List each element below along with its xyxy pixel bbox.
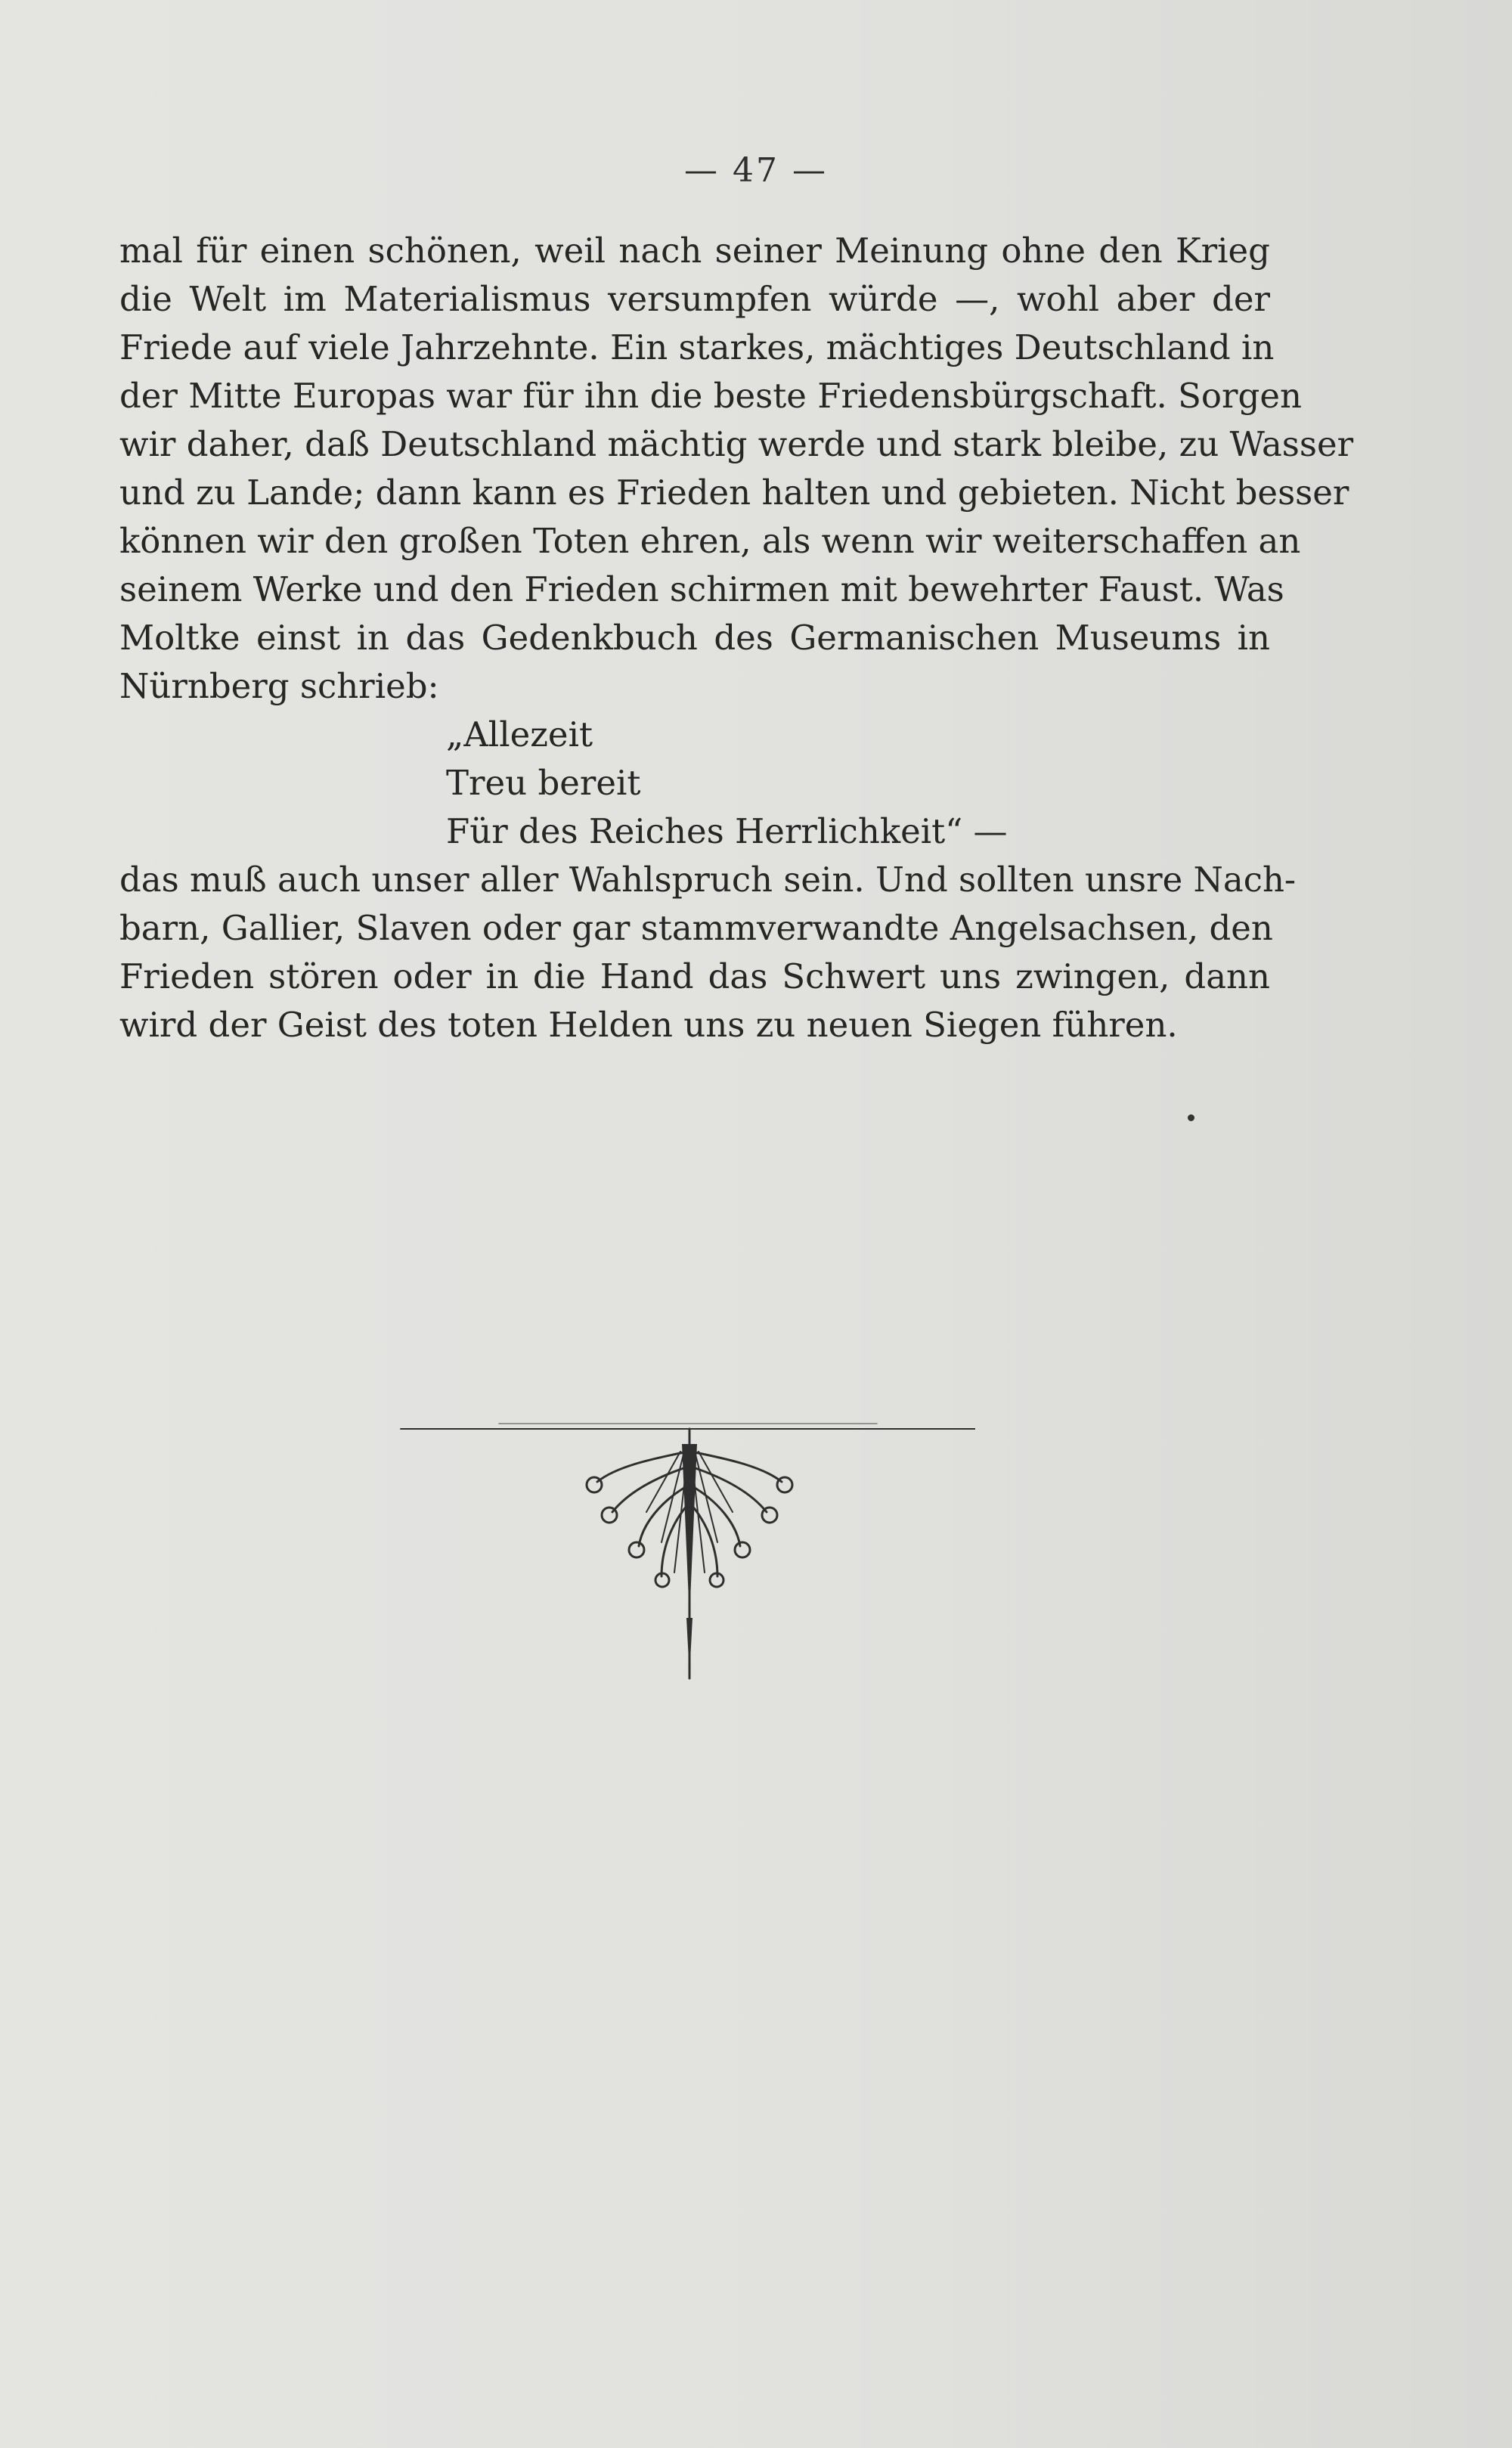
text-line: seinem Werke und den Frieden schirmen mit bewehrter Faust. Was: [119, 569, 1284, 609]
verse-line: „Allezeit: [446, 714, 593, 755]
text-line: der Mitte Europas war für ihn die beste Friedensbürgschaft. Sorgen: [119, 376, 1302, 416]
verse-line: Treu bereit: [446, 763, 641, 803]
text-line: können wir den großen Toten ehren, als wenn wir weiterschaffen an: [119, 521, 1301, 561]
text-line: Friede auf viele Jahrzehnte. Ein starkes, mächtiges Deutschland in: [119, 327, 1275, 367]
text-line: wir daher, daß Deutschland mächtig werde und stark bleibe, zu Wasser: [119, 424, 1354, 464]
text-line: Frieden stören oder in die Hand das Schwert uns zwingen, dann: [119, 956, 1270, 996]
text-line: und zu Lande; dann kann es Frieden halten und gebieten. Nicht besser: [119, 473, 1349, 513]
print-speck: [1188, 1114, 1194, 1121]
page-number: — 47 —: [684, 151, 828, 190]
text-line: Moltke einst in das Gedenkbuch des Germanischen Museums in: [119, 618, 1270, 658]
text-line: Nürnberg schrieb:: [119, 666, 439, 706]
text-line: mal für einen schönen, weil nach seiner Meinung ohne den Krieg: [119, 231, 1270, 271]
text-line: die Welt im Materialismus versumpfen würde —, wohl aber der: [119, 279, 1270, 319]
body-text: [119, 227, 1354, 1049]
text-line: das muß auch unser aller Wahlspruch sein. Und sollten unsre Nach-: [119, 860, 1297, 900]
text-line: barn, Gallier, Slaven oder gar stammverwandte Angelsachsen, den: [119, 908, 1273, 948]
verse-line: Für des Reiches Herrlichkeit“ —: [446, 811, 1008, 851]
art-nouveau-tailpiece-icon: [393, 1421, 975, 1686]
text-line: wird der Geist des toten Helden uns zu neuen Siegen führen.: [119, 1005, 1178, 1045]
